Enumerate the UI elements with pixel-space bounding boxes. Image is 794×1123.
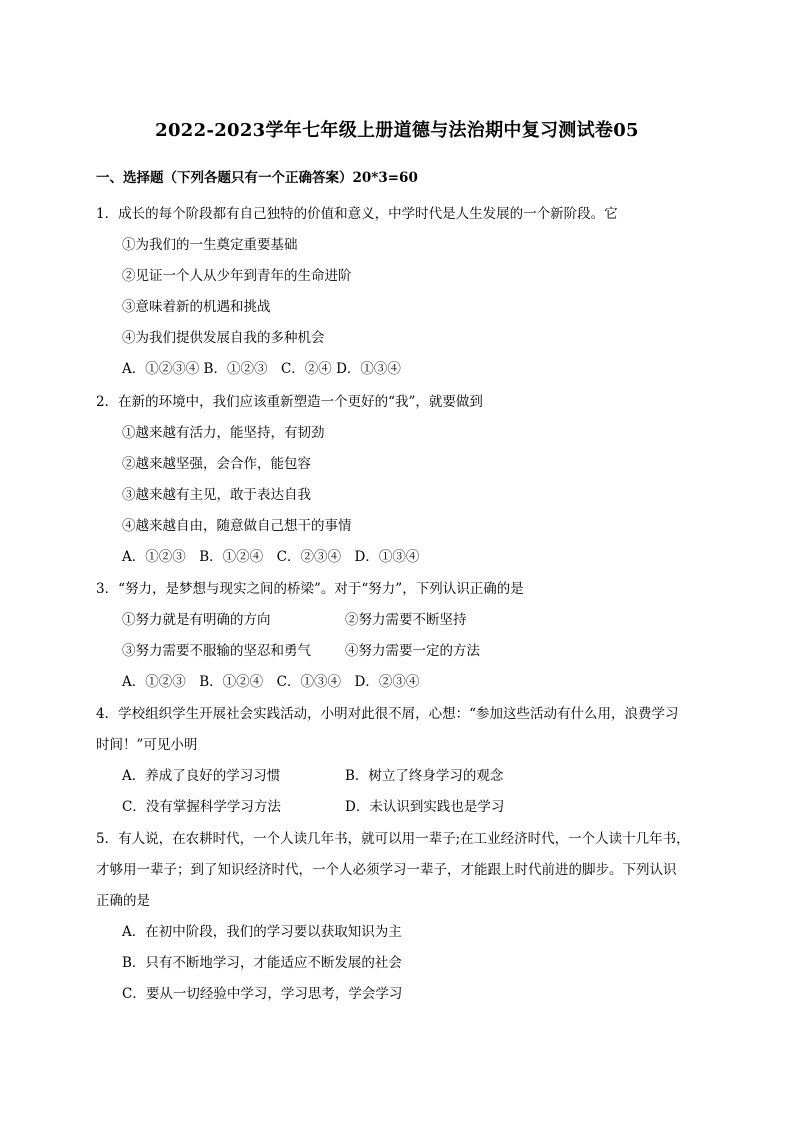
question-3-item-4: ④努力需要一定的方法 <box>345 643 480 659</box>
question-5-stem-line-1: 5．有人说，在农耕时代，一个人读几年书，就可以用一辈子;在工业经济时代，一个人读十几年书， <box>96 831 690 847</box>
question-4-stem-line-1: 4．学校组织学生开展社会实践活动，小明对此很不屑，心想：“参加这些活动有什么用，浪费学习 <box>96 706 679 722</box>
question-3-item-3: ③努力需要不服输的坚忍和勇气 <box>122 643 311 659</box>
question-2-item-1: ①越来越有活力，能坚持，有韧劲 <box>122 425 325 441</box>
question-2-options: A．①②③ B．①②④ C．②③④ D．①③④ <box>122 549 420 565</box>
question-3-options: A．①②③ B．①②④ C．①③④ D．②③④ <box>122 674 420 690</box>
question-5-option-b: B．只有不断地学习，才能适应不断发展的社会 <box>122 955 402 971</box>
question-3-item-2: ②努力需要不断坚持 <box>345 612 467 628</box>
section-heading: 一、选择题（下列各题只有一个正确答案）20*3=60 <box>96 170 418 186</box>
question-5-stem-line-3: 正确的是 <box>96 893 150 909</box>
question-2-stem: 2．在新的环境中，我们应该重新塑造一个更好的“我”，就要做到 <box>96 394 483 410</box>
question-3-stem: 3．“努力，是梦想与现实之间的桥梁”。对于“努力”，下列认识正确的是 <box>96 581 524 597</box>
question-1-item-2: ②见证一个人从少年到青年的生命进阶 <box>122 268 352 284</box>
question-1-options: A．①②③④ B．①②③ C．②④ D．①③④ <box>122 361 401 377</box>
question-2-item-2: ②越来越坚强，会合作，能包容 <box>122 456 311 472</box>
question-1-item-4: ④为我们提供发展自我的多种机会 <box>122 330 325 346</box>
question-4-option-a: A．养成了良好的学习习惯 <box>122 768 281 784</box>
question-5-option-c: C．要从一切经验中学习，学习思考，学会学习 <box>122 986 403 1002</box>
question-5-stem-line-2: 才够用一辈子；到了知识经济时代，一个人必须学习一辈子，才能跟上时代前进的脚步。下列认识 <box>96 862 677 878</box>
page-title: 2022-2023学年七年级上册道德与法治期中复习测试卷05 <box>155 120 639 141</box>
question-2-item-4: ④越来越自由，随意做自己想干的事情 <box>122 518 352 534</box>
question-4-stem-line-2: 时间！”可见小明 <box>96 737 198 753</box>
question-4-option-c: C．没有掌握科学学习方法 <box>122 799 281 815</box>
question-1-item-3: ③意味着新的机遇和挑战 <box>122 299 271 315</box>
question-4-option-d: D．未认识到实践也是学习 <box>345 799 505 815</box>
question-1-item-1: ①为我们的一生奠定重要基础 <box>122 237 298 253</box>
question-4-option-b: B．树立了终身学习的观念 <box>345 768 504 784</box>
question-1-stem: 1．成长的每个阶段都有自己独特的价值和意义，中学时代是人生发展的一个新阶段。它 <box>96 206 618 222</box>
question-5-option-a: A．在初中阶段，我们的学习要以获取知识为主 <box>122 924 402 940</box>
question-2-item-3: ③越来越有主见，敢于表达自我 <box>122 487 311 503</box>
question-3-item-1: ①努力就是有明确的方向 <box>122 612 271 628</box>
